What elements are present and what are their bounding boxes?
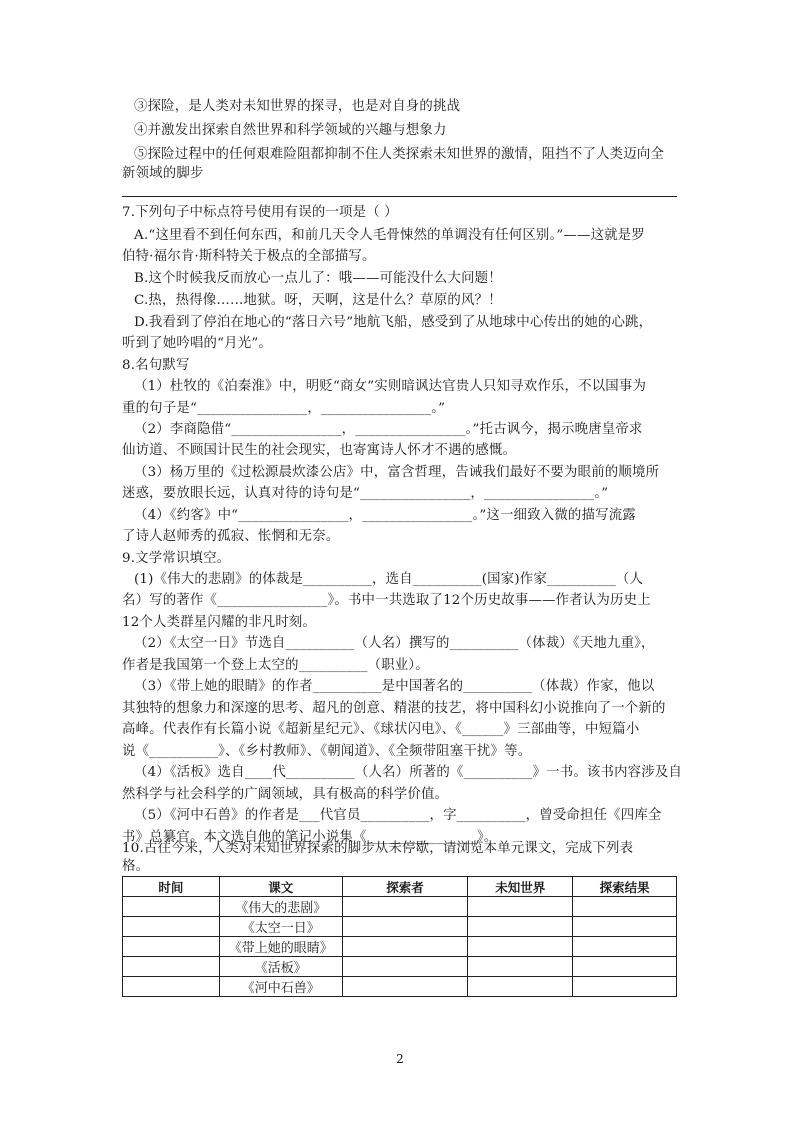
q9-item-3: （3）《带上她的眼睛》的作者__________是中国著名的__________（体裁）作家，他以 (134, 679, 655, 694)
result-cell[interactable] (573, 937, 677, 957)
text-cell: 《带上她的眼睛》 (219, 937, 342, 957)
answer-line (122, 196, 677, 197)
q7-option-d: D.我看到了停泊在地心的“落日六号”地航飞船，感受到了从地球中心传出的她的心跳， (134, 315, 653, 330)
q9-item-1-cont: 名）写的著作《________________》。书中一共选取了12个历史故事——作者认为历史上 (122, 593, 651, 608)
q8-item-3: （3）杨万里的《过松源晨炊漆公店》中，富含哲理，告诫我们最好不要为眼前的顺境所 (134, 465, 660, 480)
exploration-table (122, 876, 677, 997)
unknown-world-cell[interactable] (468, 917, 573, 937)
unknown-world-cell[interactable] (468, 897, 573, 917)
option-5: ⑤探险过程中的任何艰难险阻都抑制不住人类探索未知世界的激情，阻挡不了人类迈向全 (134, 147, 665, 162)
explorer-cell[interactable] (342, 937, 468, 957)
q9-item-4-cont: 然科学与社会科学的广阔领域，具有极高的科学价值。 (122, 787, 449, 802)
time-cell[interactable] (123, 937, 220, 957)
q9-item-5: （5）《河中石兽》的作者是___代官员__________，字__________，曾受命担任《四库全 (134, 808, 662, 823)
q9-item-1-cont2: 12个人类群星闪耀的非凡时刻。 (122, 615, 317, 630)
unknown-world-cell[interactable] (468, 937, 573, 957)
q8-item-1: （1）杜牧的《泊秦淮》中，明贬“商女”实则暗讽达官贵人只知寻欢作乐，不以国事为 (134, 379, 647, 394)
time-cell[interactable] (123, 957, 220, 977)
q7-option-c: C.热，热得像……地狱。呀，天啊，这是什么？草原的风？！ (134, 293, 502, 308)
table-row (123, 977, 677, 997)
q8-item-2: （2）李商隐借“________________，________________。”托古讽今，揭示晚唐皇帝求 (134, 422, 643, 437)
q8-item-2-cont: 仙访道、不顾国计民生的社会现实，也寄寓诗人怀才不遇的感慨。 (122, 443, 517, 458)
q7-option-a: A.“这里看不到任何东西，和前几天令人毛骨悚然的单调没有任何区别。”——这就是罗 (134, 228, 645, 243)
result-cell[interactable] (573, 897, 677, 917)
q9-item-5-cont: 书》总纂官。本文选自他的笔记小说集《________________》。 (122, 830, 498, 845)
table-row (123, 897, 677, 917)
text-cell: 《伟大的悲剧》 (219, 897, 342, 917)
result-cell[interactable] (573, 917, 677, 937)
table-row (123, 937, 677, 957)
result-cell[interactable] (573, 957, 677, 977)
q7-option-b: B.这个时候我反而放心一点儿了：哦——可能没什么大问题！ (134, 271, 502, 286)
page-number: 2 (396, 1052, 404, 1066)
explorer-cell[interactable] (342, 957, 468, 977)
q8-item-4-cont: 了诗人赵师秀的孤寂、怅惘和无奈。 (122, 529, 340, 544)
q9-item-2-cont: 作者是我国第一个登上太空的__________（职业）。 (122, 658, 429, 673)
q7-option-a-cont: 伯特·福尔肯·斯科特关于极点的全部描写。 (122, 249, 376, 264)
text-cell: 《河中石兽》 (219, 977, 342, 997)
unknown-world-cell[interactable] (468, 977, 573, 997)
q9-item-3-cont: 其独特的想象力和深邃的思考、超凡的创意、精湛的技艺，将中国科幻小说推向了一个新的 (122, 701, 666, 716)
table-row (123, 957, 677, 977)
q7-stem: 7.下列句子中标点符号使用有误的一项是（ ） (122, 205, 398, 220)
col-header-result: 探索结果 (573, 877, 677, 897)
q9-item-2: （2）《太空一日》节选自__________（人名）撰写的__________（体裁）《天地九重》， (134, 636, 655, 651)
q9-item-1: (1)《伟大的悲剧》的体裁是__________，选自__________(国家)作家__________（人 (134, 572, 644, 587)
option-4: ④并激发出探索自然世界和科学领域的兴趣与想象力 (134, 123, 447, 138)
result-cell[interactable] (573, 977, 677, 997)
q8-item-4: （4）《约客》中“________________，________________。”这一细致入微的描写流露 (134, 508, 636, 523)
col-header-time: 时间 (123, 877, 220, 897)
explorer-cell[interactable] (342, 897, 468, 917)
table-header-row (123, 877, 677, 897)
col-header-explorer: 探索者 (342, 877, 468, 897)
col-header-text: 课文 (219, 877, 342, 897)
unknown-world-cell[interactable] (468, 957, 573, 977)
q8-item-1-cont: 重的句子是“________________，________________。” (122, 401, 446, 416)
q8-item-3-cont: 迷惑，要放眼长远，认真对待的诗句是“________________，________________。” (122, 486, 609, 501)
q7-option-d-cont: 听到了她吟唱的“月光”。 (122, 336, 272, 351)
q9-item-4: （4）《活板》选自____代__________（人名）所著的《__________》一书。该书内容涉及自 (134, 765, 683, 780)
explorer-cell[interactable] (342, 977, 468, 997)
q8-stem: 8.名句默写 (122, 358, 190, 373)
q10-stem: 10.古往今来，人类对未知世界探索的脚步从未停歇，请浏览本单元课文，完成下列表 (122, 841, 634, 856)
option-3: ③探险，是人类对未知世界的探寻，也是对自身的挑战 (134, 99, 461, 114)
time-cell[interactable] (123, 897, 220, 917)
option-5-cont: 新领域的脚步 (122, 166, 204, 181)
text-cell: 《太空一日》 (219, 917, 342, 937)
text-cell: 《活板》 (219, 957, 342, 977)
q9-stem: 9.文学常识填空。 (122, 551, 231, 566)
time-cell[interactable] (123, 977, 220, 997)
time-cell[interactable] (123, 917, 220, 937)
q10-stem-cont: 格。 (122, 859, 150, 874)
explorer-cell[interactable] (342, 917, 468, 937)
col-header-unknown-world: 未知世界 (468, 877, 573, 897)
table-row (123, 917, 677, 937)
q9-item-3-cont3: 说《__________》、《乡村教师》、《朝闻道》、《全频带阻塞干扰》等。 (122, 744, 532, 759)
q9-item-3-cont2: 高峰。代表作有长篇小说《超新星纪元》、《球状闪电》、《______》三部曲等，中短篇小 (122, 722, 640, 737)
